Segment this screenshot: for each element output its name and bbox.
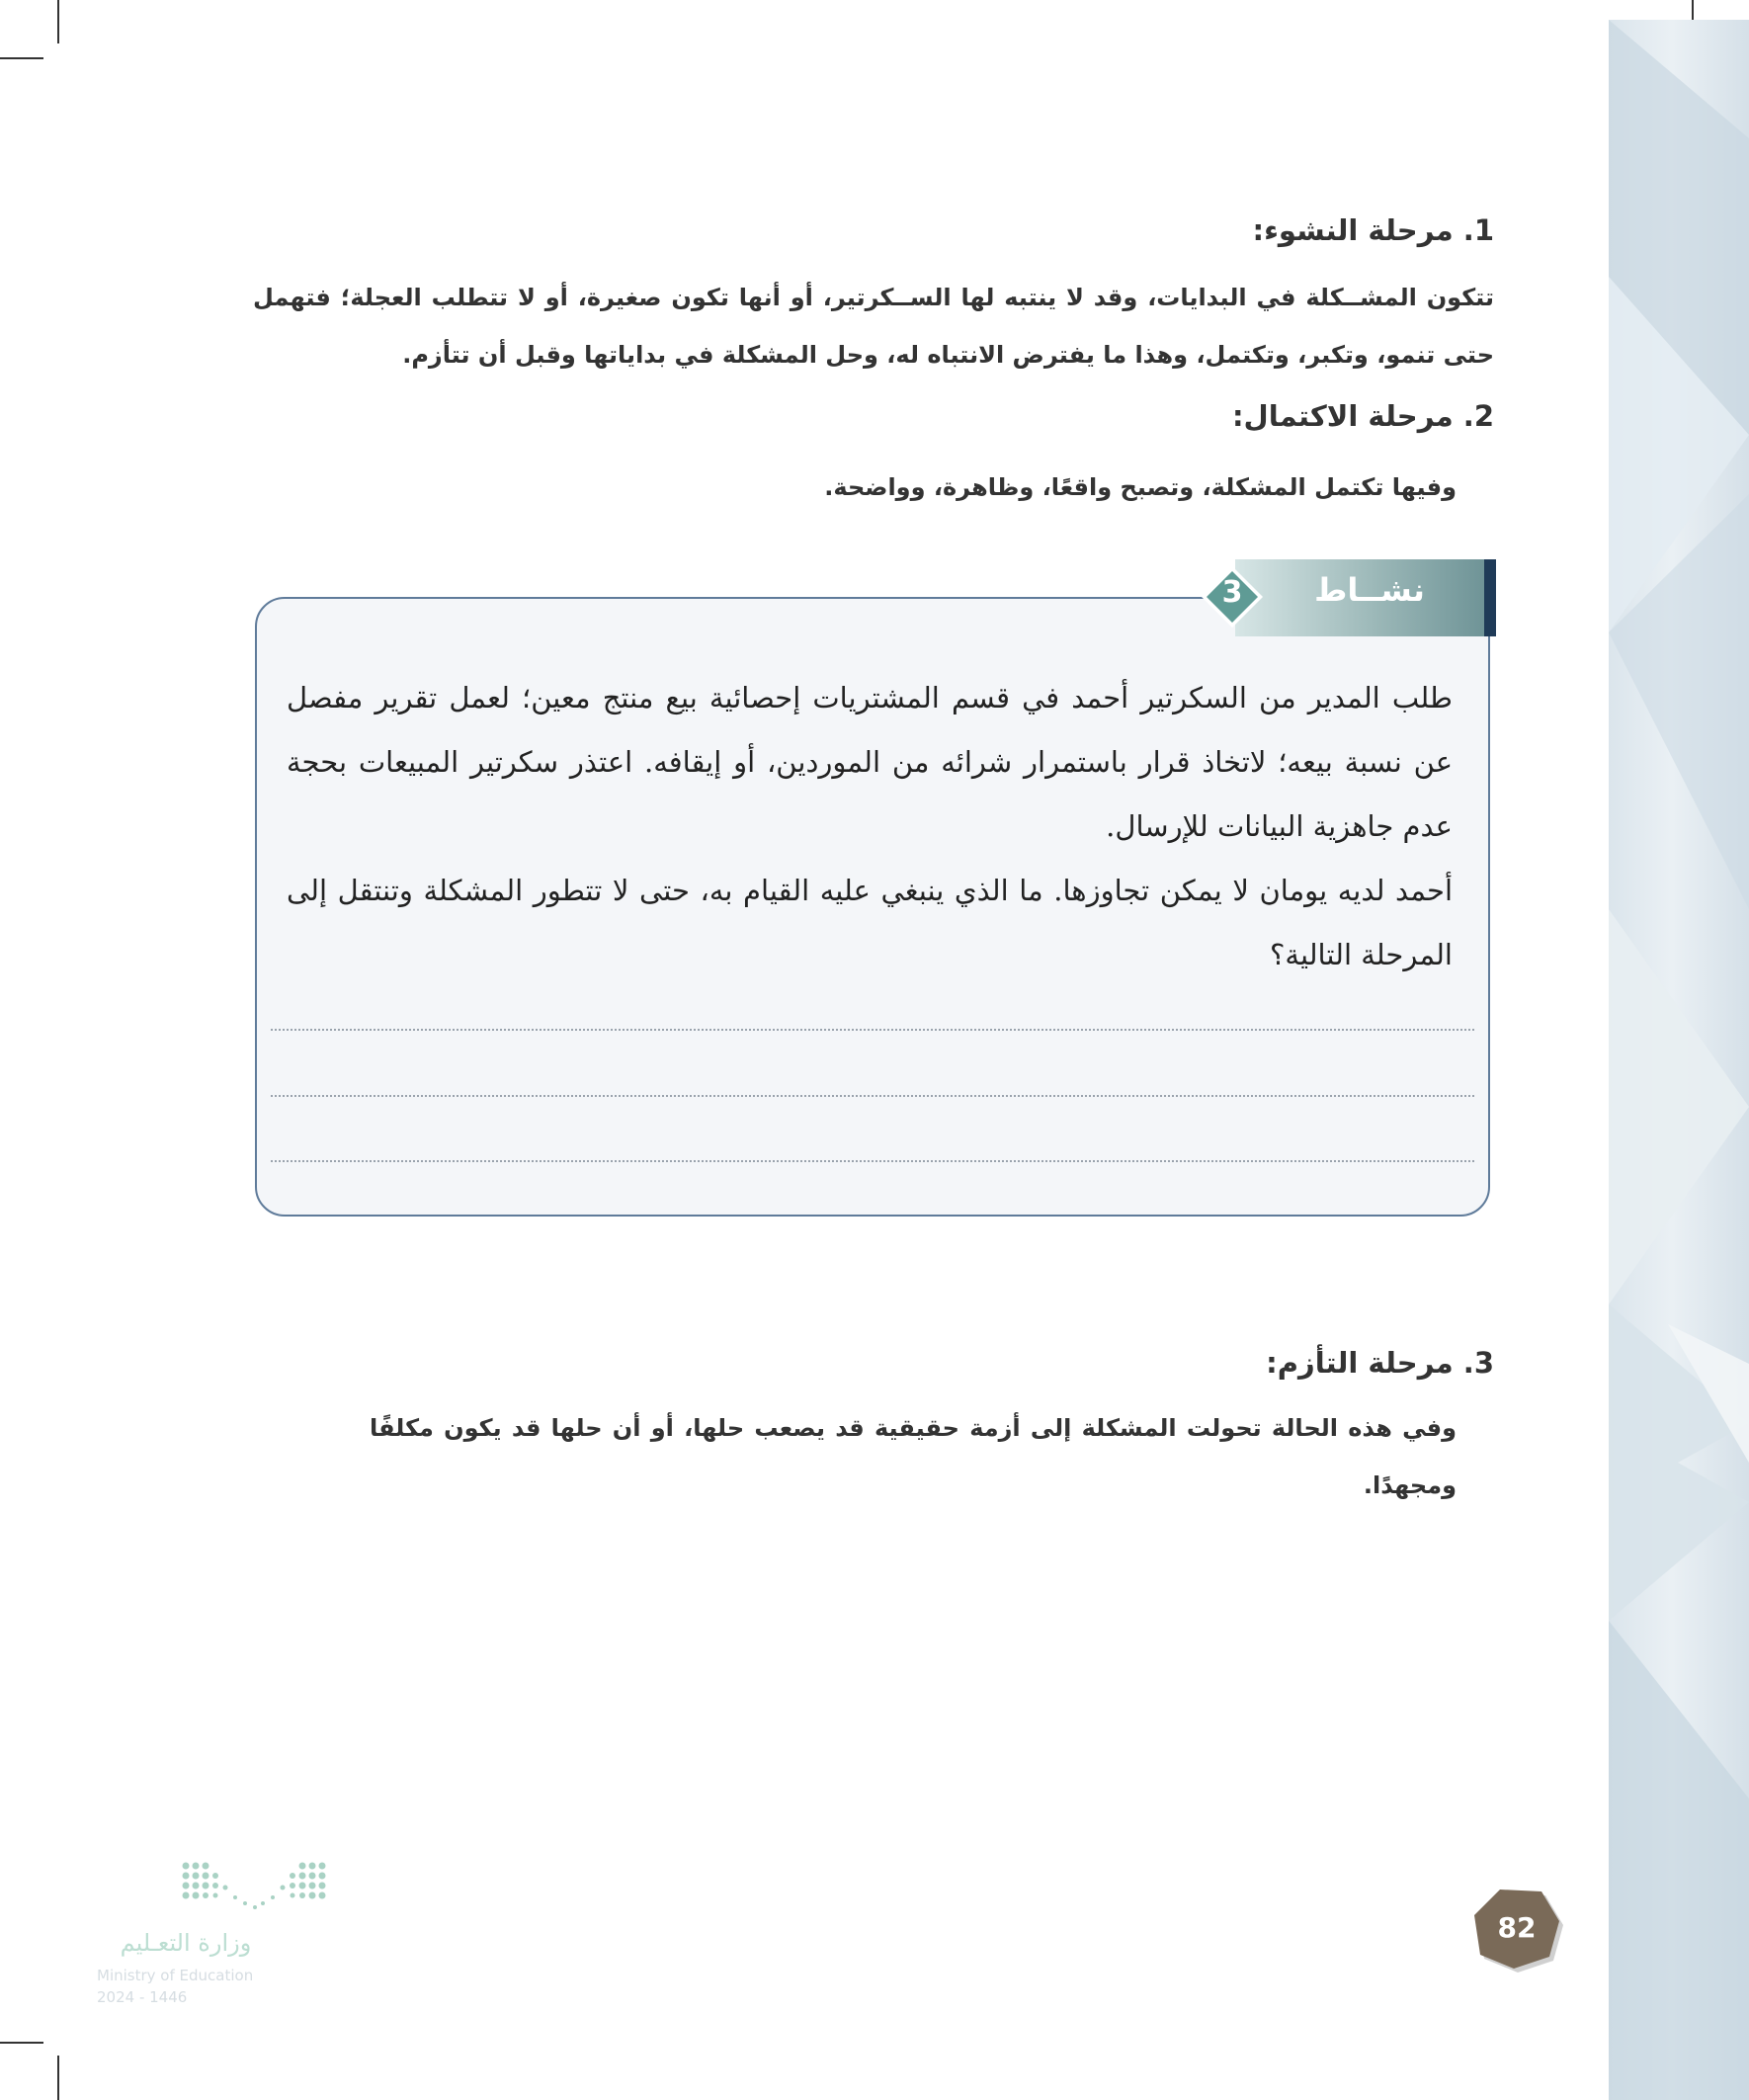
crop-mark — [0, 2042, 43, 2044]
crop-mark — [57, 0, 59, 43]
page-number-badge — [1474, 1890, 1565, 1974]
activity-paragraph-1: طلب المدير من السكرتير أحمد في قسم المشتريات إحصائية بيع منتج معين؛ لعمل تقرير مفصل عن نسبة بيعه؛ لاتخاذ قرار باستمرار شرائه من الموردين، أو إيقافه. اعتذر سكرتير المبيعات بحجة عدم جاهزية البيانات للإرسال. — [287, 681, 1453, 843]
answer-line-2[interactable] — [271, 1095, 1474, 1097]
activity-label: نشــاط — [1314, 571, 1425, 609]
ministry-year: 2024 - 1446 — [97, 1988, 188, 2006]
page-number: 82 — [1497, 1911, 1537, 1944]
decorative-side-band — [1609, 20, 1749, 2100]
ministry-name-en: Ministry of Education — [97, 1967, 254, 1984]
section-2-heading: 2. مرحلة الاكتمال: — [1231, 399, 1494, 433]
crop-mark — [0, 57, 43, 59]
section-3-text: وفي هذه الحالة تحولت المشكلة إلى أزمة حقيقية قد يصعب حلها، أو أن حلها قد يكون مكلفًا ومجهدًا. — [370, 1414, 1457, 1499]
activity-text — [287, 666, 1453, 987]
activity-number-badge — [1201, 565, 1264, 629]
activity-box — [255, 597, 1490, 1217]
activity-number: 3 — [1221, 575, 1243, 610]
section-3-heading: 3. مرحلة التأزم: — [1266, 1346, 1494, 1380]
ministry-logo — [97, 1856, 354, 2014]
ministry-name-ar: وزارة التعـليم — [120, 1929, 252, 1957]
section-2-text: وفيها تكتمل المشكلة، وتصبح واقعًا، وظاهرة، وواضحة. — [824, 473, 1457, 501]
section-1-text: تتكون المشــكلة في البدايات، وقد لا ينتبه لها الســكرتير، أو أنها تكون صغيرة، أو لا تتطلب العجلة؛ فتهمل حتى تنمو، وتكبر، وتكتمل، وهذا ما يفترض الانتباه له، وحل المشكلة في بداياتها وقبل أن تتأزم. — [253, 284, 1494, 369]
answer-line-1[interactable] — [271, 1029, 1474, 1031]
crop-mark — [57, 2056, 59, 2100]
section-1-heading: 1. مرحلة النشوء: — [1252, 213, 1494, 247]
side-band-pattern — [1609, 20, 1749, 2100]
activity-paragraph-2: أحمد لديه يومان لا يمكن تجاوزها. ما الذي ينبغي عليه القيام به، حتى لا تتطور المشكلة وتنتقل إلى المرحلة التالية؟ — [287, 874, 1453, 971]
activity-tab-edge — [1484, 559, 1496, 636]
answer-line-3[interactable] — [271, 1160, 1474, 1162]
